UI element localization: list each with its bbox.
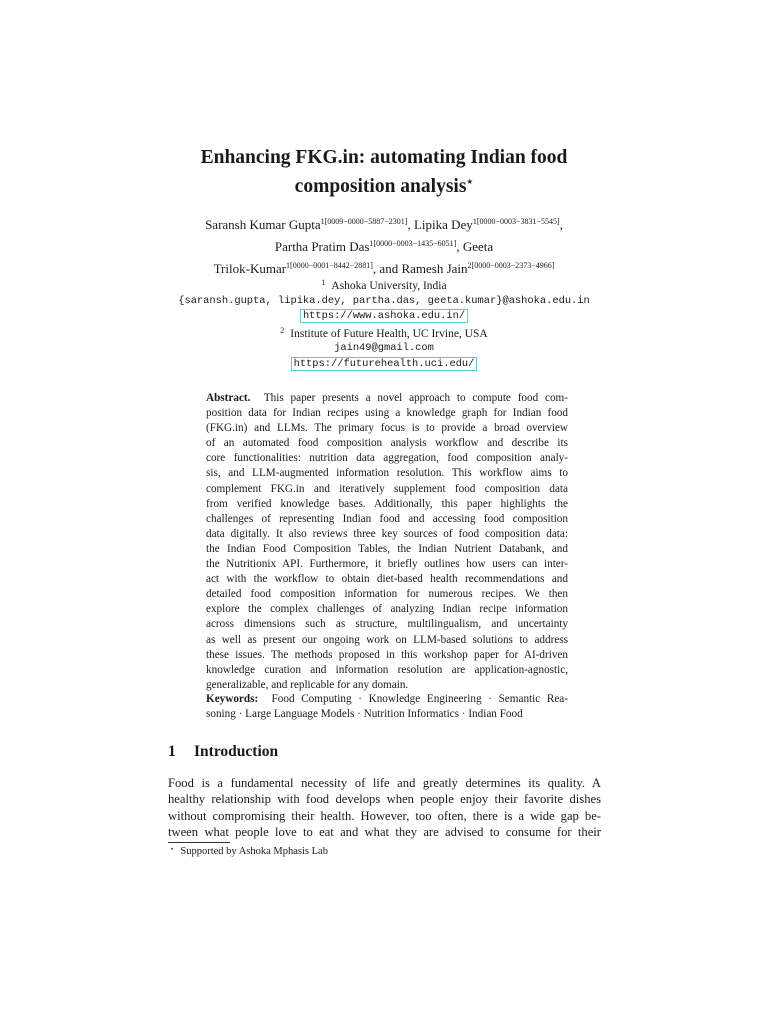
footnote-mark: ⋆: [170, 845, 175, 853]
author-orcid[interactable]: 1[0009−0000−5887−2301]: [320, 217, 408, 226]
affiliations: [130, 276, 638, 372]
abstract-line: explore the complex challenges of analyzing Indian recipe information: [206, 603, 568, 616]
abstract-line: (FKG.in) and LLMs. The primary focus is to provide a broad overview: [206, 422, 568, 435]
footnote-text: Supported by Ashoka Mphasis Lab: [180, 846, 328, 857]
body-line: healthy relationship with food develops when people enjoy their favorite dishes: [168, 792, 601, 807]
author-orcid[interactable]: 1[0000−0001−8442−2881]: [286, 261, 373, 270]
abstract-line: sis, and LLM-augmented information resolution. This workflow aims to: [206, 467, 568, 480]
author-name: Saransh Kumar Gupta: [205, 217, 321, 232]
affiliation-1: $^1$ Ashoka University, India: [321, 278, 447, 292]
keywords-line: Keywords: Food Computing · Knowledge Engineering · Semantic Rea-: [206, 693, 569, 705]
footnote-rule: [168, 842, 230, 843]
affiliation-2-url-link[interactable]: https://futurehealth.uci.edu/: [291, 357, 478, 371]
body-line: Food is a fundamental necessity of life and greatly determines its quality. A: [168, 776, 601, 790]
abstract-label: Abstract.: [206, 392, 251, 404]
abstract-line: core functionalities: nutrition data aggregation, food composition analy-: [206, 452, 568, 465]
body-line: without compromising their health. However, too often, there is a wide gap be-: [168, 808, 601, 823]
author-name: Lipika Dey: [413, 217, 473, 232]
abstract-line: across dimensions such as structure, multilingualism, and uncertainty: [206, 618, 568, 631]
introduction-body: [168, 775, 601, 840]
abstract-line: position data for Indian recipes using a knowledge graph for Indian food: [206, 407, 568, 420]
title-line-2: composition analysis⋆: [294, 176, 474, 197]
abstract-line: these issues. The methods proposed in this workshop paper for AI-driven: [206, 648, 568, 661]
affiliation-2-email: jain49@gmail.com: [334, 342, 434, 355]
author-orcid[interactable]: 1[0000−0003−1435−6051]: [369, 239, 457, 248]
title-line-1: Enhancing FKG.in: automating Indian food: [200, 147, 568, 168]
footnote: [170, 845, 328, 857]
author-orcid[interactable]: 1[0000−0003−3831−5545]: [472, 217, 560, 226]
author-name: Trilok-Kumar: [213, 261, 287, 276]
section-heading-introduction: [168, 743, 278, 761]
title-footnote-mark[interactable]: ⋆: [466, 176, 474, 188]
abstract-line: the Nutritionix API. Furthermore, it briefly outlines how users can inter-: [206, 558, 568, 571]
abstract-line: from verified knowledge bases. Additionally, this paper highlights the: [206, 497, 568, 510]
affiliation-1-emails: {saransh.gupta, lipika.dey, partha.das, geeta.kumar}@ashoka.edu.in: [178, 294, 590, 307]
abstract-line: as well as present our ongoing work on LLM-based solutions to address: [206, 633, 568, 646]
abstract-line: complement FKG.in and iteratively supplement food composition data: [206, 482, 568, 495]
abstract-line: the Indian Food Composition Tables, the Indian Nutrient Databank, and: [206, 542, 568, 555]
abstract-line: challenges of representing Indian food and accessing food composition: [206, 512, 568, 525]
author-name: Partha Pratim Das: [274, 239, 370, 254]
abstract-line: generalizable, and replicable for any domain.: [206, 678, 409, 691]
author-line-2: Partha Pratim Das$^{1[0000-0003-1435-6051]}$, Geeta: [274, 239, 494, 254]
author-orcid[interactable]: 2[0000−0003−2373−4966]: [467, 261, 555, 270]
author-line-1: Saransh Kumar Gupta$^{1[0009-0000-5887-2301]}$, Lipika Dey$^{1[0000-0003-3831-5545]}$,: [205, 217, 563, 232]
affiliation-2: $^2$ Institute of Future Health, UC Irvine, USA: [280, 325, 488, 340]
abstract-line: of an automated food composition analysis workflow and describe its: [206, 437, 568, 450]
affiliation-1-url-link[interactable]: https://www.ashoka.edu.in/: [300, 309, 468, 323]
keywords-line: soning · Large Language Models · Nutrition Informatics · Indian Food: [206, 708, 523, 721]
keywords: [206, 692, 568, 722]
abstract-line: knowledge curation and information resolution are application-agnostic,: [206, 663, 568, 676]
author-name: Ramesh Jain: [401, 261, 468, 276]
section-number: 1: [168, 743, 176, 760]
body-line: tween what people love to eat and what they are advised to consume for their: [168, 824, 601, 839]
author-name: Geeta: [462, 239, 494, 254]
abstract-line: Abstract. This paper presents a novel approach to compute food com-: [206, 392, 568, 404]
section-title: Introduction: [194, 743, 279, 760]
paper-title: [150, 145, 618, 199]
author-list: [120, 212, 648, 278]
keywords-label: Keywords:: [206, 693, 259, 705]
abstract-line: detailed food composition information for numerous recipes. We then: [206, 588, 568, 601]
author-line-3: Trilok-Kumar$^{1[0000-0001-8442-2881]}$, and Ramesh Jain$^{2[0000-0003-2373-4966]}$: [213, 261, 555, 276]
abstract-line: act with the workflow to obtain diet-based health recommendations and: [206, 573, 568, 586]
abstract: [206, 391, 568, 693]
abstract-line: data digitally. It also reviews three key sources of food composition data:: [206, 527, 568, 540]
